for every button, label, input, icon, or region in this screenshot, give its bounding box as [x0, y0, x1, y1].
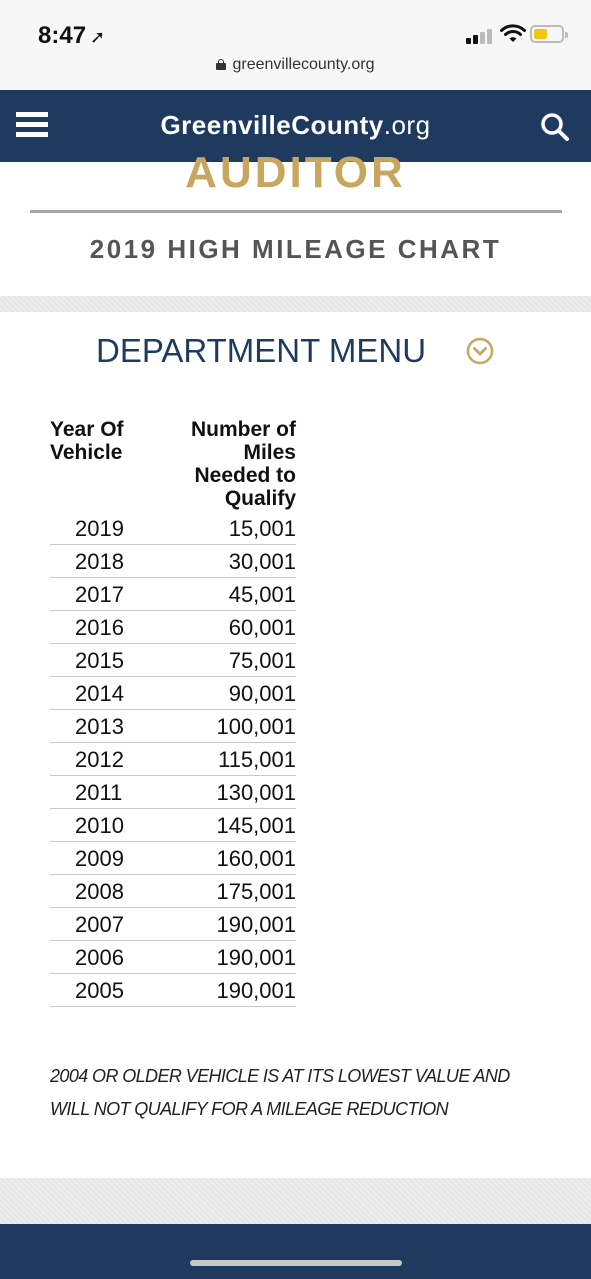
table-row: [50, 512, 296, 545]
texture-band: [0, 296, 591, 312]
miles-cell: 160,001: [216, 846, 296, 871]
header-text: Number of: [191, 418, 296, 441]
year-cell: 2011: [75, 780, 123, 805]
home-indicator[interactable]: [190, 1260, 402, 1266]
year-cell: 2007: [75, 912, 124, 937]
miles-cell: 175,001: [216, 879, 296, 904]
miles-cell: 100,001: [216, 714, 296, 739]
header-text: Qualify: [224, 487, 296, 510]
column-header-miles: [130, 418, 296, 510]
table-row: [50, 974, 296, 1007]
miles-cell: 45,001: [228, 582, 296, 607]
table-row: [50, 644, 296, 677]
year-cell: 2017: [75, 582, 124, 607]
site-footer: [0, 1224, 591, 1279]
site-logo[interactable]: [0, 110, 591, 141]
site-header: [0, 90, 591, 162]
year-cell: 2018: [75, 549, 124, 574]
table-row: [50, 908, 296, 941]
brand-tld: .org: [383, 110, 431, 140]
department-menu[interactable]: [0, 312, 591, 388]
section-label: AUDITOR: [185, 154, 406, 188]
header-text: Miles: [243, 441, 296, 464]
miles-cell: 60,001: [228, 615, 296, 640]
page-title-card: [0, 154, 591, 296]
wifi-icon: [500, 24, 526, 44]
time-text: 8:47: [38, 22, 87, 49]
table-row: [50, 809, 296, 842]
miles-cell: 75,001: [228, 648, 296, 673]
texture-band: [0, 1178, 591, 1224]
brand-main: GreenvilleCounty: [160, 110, 384, 140]
year-cell: 2019: [75, 516, 124, 541]
year-cell: 2010: [75, 813, 124, 838]
table-row: [50, 776, 296, 809]
divider: [30, 210, 562, 213]
year-cell: 2005: [75, 978, 124, 1003]
table-row: [50, 677, 296, 710]
year-cell: 2009: [75, 846, 124, 871]
battery-icon: [530, 25, 564, 43]
location-arrow-icon: ➚: [90, 27, 106, 47]
table-row: [50, 545, 296, 578]
department-menu-label: DEPARTMENT MENU: [96, 332, 427, 369]
cellular-signal-icon: [466, 28, 496, 44]
miles-cell: 130,001: [216, 780, 296, 805]
year-cell: 2008: [75, 879, 124, 904]
miles-cell: 15,001: [228, 516, 296, 541]
header-text: Year Of: [50, 418, 124, 441]
table-row: [50, 611, 296, 644]
miles-cell: 145,001: [216, 813, 296, 838]
table-row: [50, 941, 296, 974]
mileage-table: [50, 512, 296, 1007]
year-cell: 2006: [75, 945, 124, 970]
column-header-year: [50, 418, 124, 464]
header-text: Vehicle: [50, 441, 123, 464]
year-cell: 2013: [75, 714, 124, 739]
table-row: [50, 842, 296, 875]
qualification-note: [50, 1060, 550, 1126]
miles-cell: 190,001: [216, 912, 296, 937]
page-title: 2019 HIGH MILEAGE CHART: [89, 234, 502, 264]
miles-cell: 115,001: [218, 747, 296, 772]
table-row: [50, 743, 296, 776]
note-line: WILL NOT QUALIFY FOR A MILEAGE REDUCTION: [50, 1099, 449, 1119]
miles-cell: 190,001: [216, 945, 296, 970]
miles-cell: 190,001: [216, 978, 296, 1003]
miles-cell: 90,001: [228, 681, 296, 706]
lock-icon: [216, 59, 226, 70]
status-time: [38, 22, 105, 50]
search-icon[interactable]: [540, 112, 570, 142]
table-row: [50, 578, 296, 611]
year-cell: 2016: [75, 615, 124, 640]
table-row: [50, 875, 296, 908]
main-content: [0, 388, 591, 1178]
miles-cell: 30,001: [228, 549, 296, 574]
status-bar: [0, 0, 591, 90]
address-bar[interactable]: [0, 56, 591, 74]
year-cell: 2015: [75, 648, 124, 673]
header-text: Needed to: [194, 464, 296, 487]
url-text: greenvillecounty.org: [232, 56, 375, 73]
table-row: [50, 710, 296, 743]
year-cell: 2014: [75, 681, 124, 706]
year-cell: 2012: [75, 747, 124, 772]
note-line: 2004 OR OLDER VEHICLE IS AT ITS LOWEST VALUE AND: [50, 1066, 510, 1086]
chevron-down-circle-icon[interactable]: [466, 337, 494, 365]
